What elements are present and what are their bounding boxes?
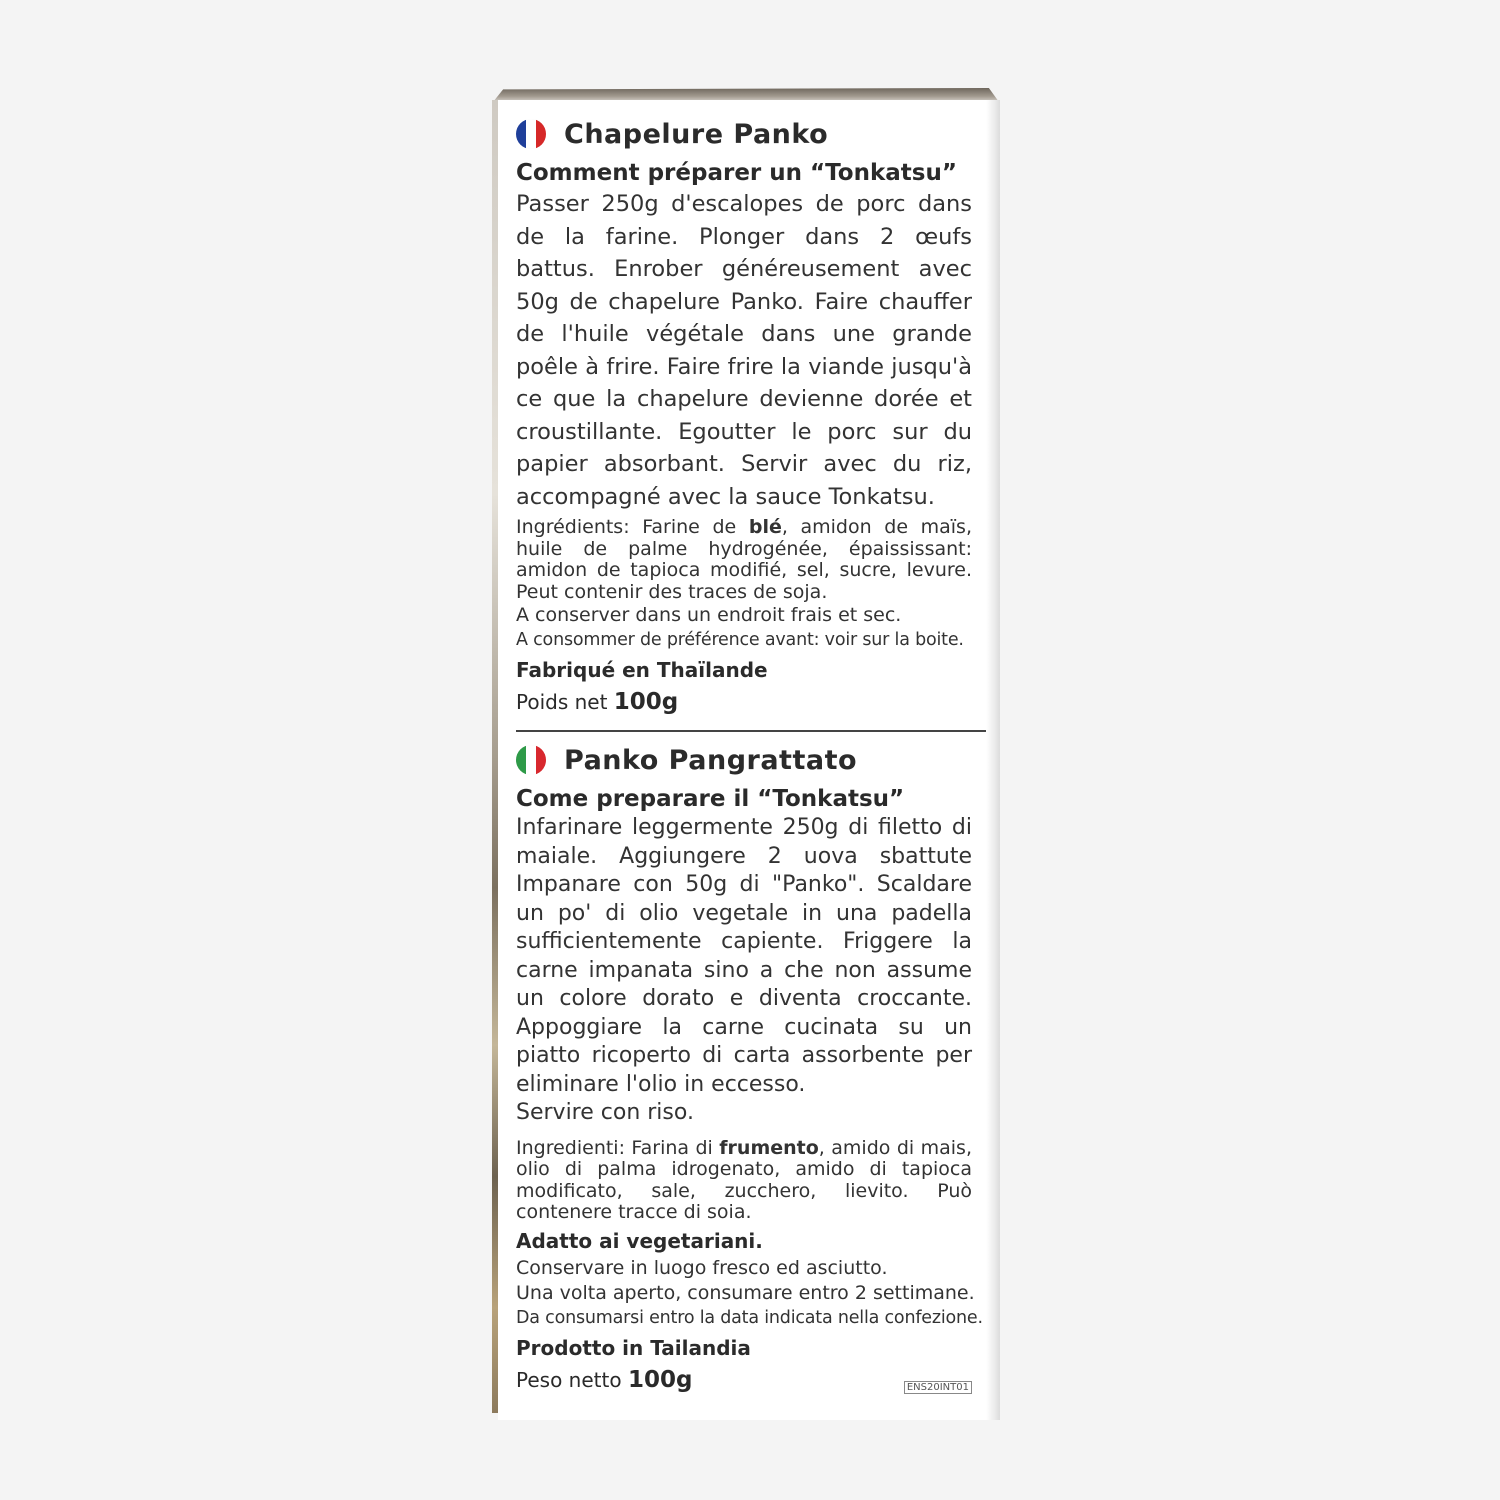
- italian-title-row: [516, 740, 972, 780]
- italian-after-opening: Una volta aperto, consumare entro 2 settimane.: [516, 1281, 975, 1304]
- french-net-weight: [516, 685, 972, 719]
- french-storage: A conserver dans un endroit frais et sec.: [516, 604, 902, 626]
- package-side-panel: [498, 100, 986, 1420]
- french-section: [516, 114, 972, 719]
- section-divider: [516, 730, 986, 732]
- italian-serving: Servire con riso.: [516, 1100, 694, 1125]
- french-ingredients-rest: , amidon de maïs, huile de palme hydrogénée, épaississant: amidon de tapioca modifié, sel, sucre, levure.: [516, 516, 972, 581]
- italian-method: Infarinare leggermente 250g di filetto di maiale. Aggiungere 2 uova sbattute Impanare con 50g di "Panko". Scaldare un po' di olio vegetale in una padella sufficientemente capiente. Friggere la carne impanata sino a che non assume un colore dorato e diventa croccante. Appoggiare la carne cucinata su un piatto ricoperto di carta assorbente per eliminare l'olio in eccesso.: [516, 815, 972, 1097]
- italy-flag-icon: [516, 745, 546, 775]
- italian-ingredients-prefix: Ingredienti: Farina di: [516, 1136, 720, 1159]
- italian-ingredients-rest: , amido di mais, olio di palma idrogenato, amido di tapioca modificato, sale, zucchero, lievito.: [516, 1136, 972, 1202]
- french-weight-label: Poids net: [516, 690, 614, 714]
- italian-made-in: Prodotto in Tailandia: [516, 1335, 751, 1360]
- french-best-before: A consommer de préférence avant: voir sur la boite.: [516, 630, 964, 650]
- french-method: Passer 250g d'escalopes de porc dans de la farine. Plonger dans 2 œufs battus. Enrober généreusement avec 50g de chapelure Panko. Faire chauffer de l'huile végétale dans une grande poêle à frire. Faire frire la viande jusqu'à ce que la chapelure devienne dorée et croustillante. Egoutter le porc sur du papier absorbant. Servir avec du riz, accompagné avec la sauce Tonkatsu.: [516, 191, 972, 510]
- box-right-edge: [986, 100, 1000, 1420]
- italian-ingredients: [516, 1138, 972, 1224]
- italian-weight-value: 100g: [627, 1366, 693, 1393]
- french-traces: Peut contenir des traces de soja.: [516, 580, 828, 603]
- italian-storage: Conservare in luogo fresco ed asciutto.: [516, 1256, 888, 1279]
- french-made-in: Fabriqué en Thaïlande: [516, 658, 768, 682]
- french-title: Chapelure Panko: [564, 118, 829, 150]
- italian-best-before: Da consumarsi entro la data indicata nella confezione.: [516, 1307, 983, 1328]
- french-ingredients: [516, 517, 972, 603]
- french-title-row: [516, 114, 972, 154]
- italian-subtitle: Come preparare il “Tonkatsu”: [516, 786, 905, 812]
- italian-allergen: frumento: [719, 1136, 819, 1159]
- italian-traces: Può contenere tracce di soia.: [516, 1179, 973, 1223]
- french-weight-value: 100g: [613, 689, 679, 715]
- product-code: ENS20INT01: [904, 1381, 972, 1394]
- french-ingredients-prefix: Ingrédients: Farine de: [516, 516, 749, 538]
- italian-vegetarian: Adatto ai vegetariani.: [516, 1228, 763, 1253]
- french-subtitle: Comment préparer un “Tonkatsu”: [516, 160, 957, 186]
- french-allergen: blé: [748, 516, 782, 538]
- italian-weight-label: Peso netto: [516, 1367, 628, 1392]
- france-flag-icon: [516, 119, 546, 149]
- italian-section: [516, 740, 983, 1397]
- italian-title: Panko Pangrattato: [564, 744, 858, 776]
